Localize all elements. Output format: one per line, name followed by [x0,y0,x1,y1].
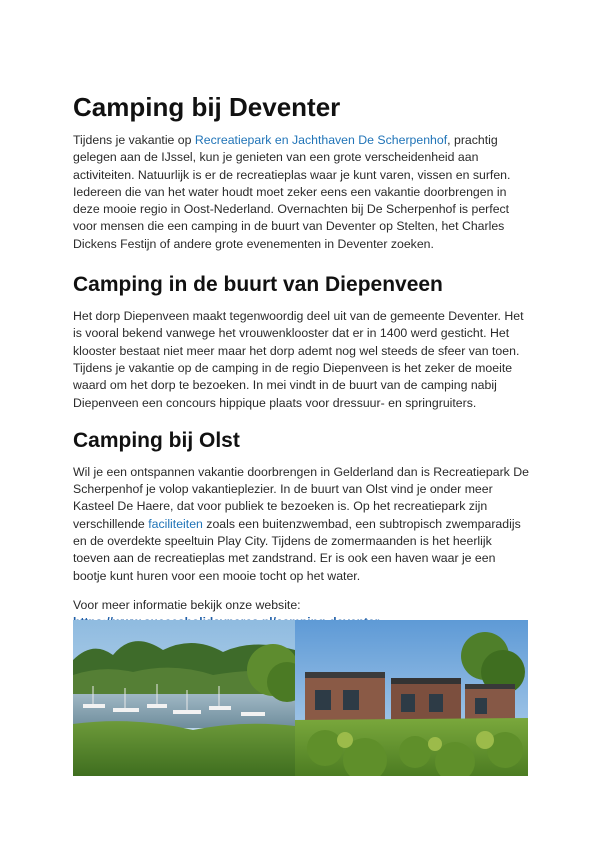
intro-text-end: , prachtig gelegen aan de IJssel, kun je genieten van een grote verscheidenheid aan activiteiten. Natuurlijk is er de recreatieplas waar je kunt varen, vissen en surfen. Iedereen die van het water houdt moet zeker eens een vakantie doorbrengen in deze mooie regio in Oost-Nederland. Overnachten bij De Scherpenhof is perfect voor mensen die een camping in de buurt van Deventer op Stelten, het Charles Dickens Festijn of andere grote evenementen in Deventer zoeken. [73,133,511,251]
heading-diepenveen: Camping in de buurt van Diepenveen [73,273,443,297]
intro-text-start: Tijdens je vakantie op [73,133,195,147]
olst-text-end: zoals een buitenzwembad, een subtropisch zwemparadijs en de overdekte speeltuin Play City. Tijdens de zomermaanden is het heerlijk toeven aan de recreatieplas met zandstrand. Er is ook een haven waar je een bootje kunt huren voor een mooie tocht op het water. [73,516,521,583]
olst-text-start: Wil je een ontspannen vakantie doorbrengen in Gelderland dan is Recreatiepark De Scherpenhof je volop vakantieplezier. In de buurt van Olst vind je onder meer Kasteel De Haere, dat voor publiek te bezoeken is. Op het recreatiepark zijn verschillende [73,464,529,531]
photo-strip [73,620,528,776]
faciliteiten-link[interactable]: faciliteiten [148,516,203,531]
more-info-label: Voor meer informatie bekijk onze website: [73,597,301,612]
marina-photo [73,620,295,776]
intro-paragraph [73,132,529,253]
bungalow-photo [295,620,528,776]
olst-paragraph [73,464,529,585]
page-title: Camping bij Deventer [73,92,341,122]
heading-olst: Camping bij Olst [73,428,240,452]
scherpenhof-link[interactable]: Recreatiepark en Jachthaven De Scherpenhof [194,133,448,147]
document-page [73,92,529,632]
diepenveen-paragraph: Het dorp Diepenveen maakt tegenwoordig deel uit van de gemeente Deventer. Het is vooral bekend vanwege het vrouwenklooster dat er in 1400 werd gesticht. Het klooster bestaat niet meer maar het dorp ademt nog wel steeds de sfeer van toen. Tijdens je vakantie op de camping in de regio Diepenveen is het zeker de moeite waard om het dorp te bezoeken. In mei vindt in de buurt van de camping nabij Diepenveen een concours hippique plaats voor dressuur- en springruiters. [73,309,524,410]
